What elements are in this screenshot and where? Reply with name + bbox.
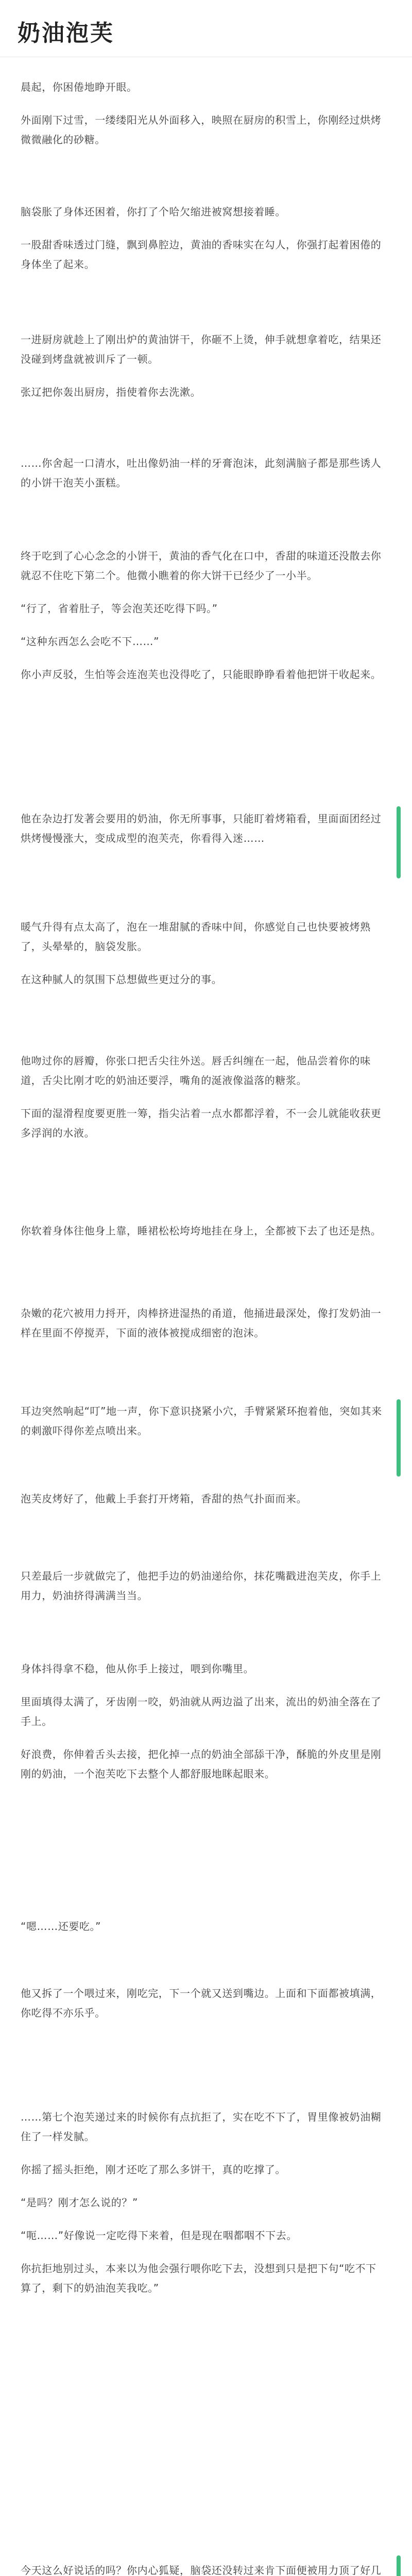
paragraph: 耳边突然响起“叮”地一声，你下意识挠紧小穴，手臂紧紧环抱着他，突如其来的刺激吓得你差点喷出来。 [21,1405,382,1437]
paragraph: 他在杂边打发著会要用的奶油，你无所事事，只能盯着烤箱看，里面面团经过烘烤慢慢涨大，变成成型的泡芙壳，你看得入迷…… [21,812,382,844]
section-0 [21,77,383,163]
paragraph: “是吗？刚才怎么说的？” [21,2196,138,2209]
paragraph: 晨起，你困倦地睁开眼。 [21,81,138,93]
section-12 [21,1566,383,1619]
scroll-marker [397,806,401,878]
paragraph: 泡芙皮烤好了，他戴上手套打开烤箱，香甜的热气扑面而来。 [21,1493,307,1505]
section-13 [21,1659,383,1797]
section-15 [21,1984,383,2036]
paragraph: 你摇了摇头拒绝，刚才还吃了那么多饼干，真的吃撑了。 [21,2163,286,2176]
paragraph: 终于吃到了心心念念的小饼干，黄油的香气化在口中，香甜的味道还没散去你就忍不住吃下第二个。他微小瞧着的你大饼干已经少了一小半。 [21,550,382,582]
paragraph: ……第七个泡芙递过来的时候你有点抗拒了，实在吃不下了，胃里像被奶油糊住了一样发腻。 [21,2111,382,2143]
paragraph: 只差最后一步就做完了，他把手边的奶油递给你，抹花嘴戳进泡芙皮，你手上用力，奶油挤得满满当当。 [21,1570,382,1602]
paragraph: “嗯……还要吃。” [21,1920,101,1933]
paragraph: 他吻过你的唇瓣，你张口把舌尖往外送。唇舌纠缠在一起，他品尝着你的味道，舌尖比刚才吃的奶油还要浮，嘴角的涎液像溢落的糖浆。 [21,1055,371,1087]
paragraph: 里面填得太满了，牙齿刚一咬，奶油就从两边溢了出来，流出的奶油全落在了手上。 [21,1696,382,1727]
section-7 [21,1051,383,1156]
section-6 [21,917,383,1003]
paragraph: 你软着身体往他身上靠，睡裙松松垮垮地挂在身上，全都被下去了也还是热。 [21,1225,382,1237]
paragraph: 张辽把你轰出厨房，指使着你去洗漱。 [21,386,201,398]
section-3 [21,453,383,506]
paragraph: “这种东西怎么会吃不下……” [21,635,160,648]
scroll-marker [397,2555,401,2576]
paragraph: 好浪费，你伸着舌头去接，把化掉一点的奶油全部舔干净，酥脆的外皮里是刚刚的奶油，一个泡芙吃下去整个人都舒服地眯起眼来。 [21,1748,382,1780]
section-17 [21,2561,383,2576]
paragraph: 暖气升得有点太高了，泡在一堆甜腻的香味中间，你感觉自己也快要被烤熟了，头晕晕的，脑袋发胀。 [21,921,371,953]
section-9 [21,1303,383,1356]
paragraph: 身体抖得拿不稳，他从你手上接过，喂到你嘴里。 [21,1663,254,1675]
paragraph: 你小声反驳，生怕等会连泡芙也没得吃了，只能眼睁睁看着他把饼干收起来。 [21,668,382,681]
section-11 [21,1489,383,1522]
article-title: 奶油泡芙 [18,20,114,46]
paragraph: 一股甜香味透过门缝，飘到鼻腔边，黄油的香味实在勾人，你强打起着困倦的身体坐了起来。 [21,239,382,270]
section-14 [21,1917,383,1950]
section-16 [21,2107,383,2311]
paragraph: 脑袋胀了身体还困着，你打了个哈欠缩进被窝想接着睡。 [21,206,286,218]
paragraph: “行了，省着肚子，等会泡芙还吃得下吗。” [21,602,218,615]
paragraph: ……你舍起一口清水，吐出像奶油一样的牙膏泡沫，此刻满脑子都是那些诱人的小饼干泡芙小蛋糕。 [21,457,382,489]
paragraph: 他又拆了一个喂过来，刚吃完，下一个就又送到嘴边。上面和下面都被填满，你吃得不亦乐乎。 [21,1987,382,2019]
section-8 [21,1221,383,1254]
paragraph: 今天这么好说话的吗？你内心狐疑，脑袋还没转过来肯下面便被用力顶了好几 [21,2564,382,2576]
section-10 [21,1401,383,1454]
section-1 [21,202,383,287]
paragraph: 你抗拒地别过头，本来以为他会强行喂你吃下去，没想到只是把下句“吃不下算了，剩下的奶油泡芙我吃。” [21,2262,376,2294]
section-4 [21,546,383,698]
paragraph: “呃……”好像说一定吃得下来着，但是现在咽都咽不下去。 [21,2229,297,2242]
paragraph: 外面刚下过雪，一缕缕阳光从外面移入，映照在厨房的积雪上，你刚经过烘烤微微融化的砂糖。 [21,114,382,146]
paragraph: 杂嫩的花穴被用力捋开，肉棒挤进湿热的甬道，他捅进最深处，像打发奶油一样在里面不停搅弄，下面的液体被搅成细密的泡沫。 [21,1307,382,1339]
paragraph: 在这种腻人的氛围下总想做些更过分的事。 [21,973,222,986]
section-2 [21,330,383,415]
section-5 [21,809,383,861]
scroll-marker [397,1399,401,1477]
paragraph: 一进厨房就趁上了刚出炉的黄油饼干，你砸不上烫，伸手就想拿着吃，结果还没碰到烤盘就被训斥了一顿。 [21,333,382,365]
paragraph: 下面的湿滑程度要更胜一筹，指尖沾着一点水都都浮着，不一会儿就能收获更多浮润的水液。 [21,1107,382,1139]
